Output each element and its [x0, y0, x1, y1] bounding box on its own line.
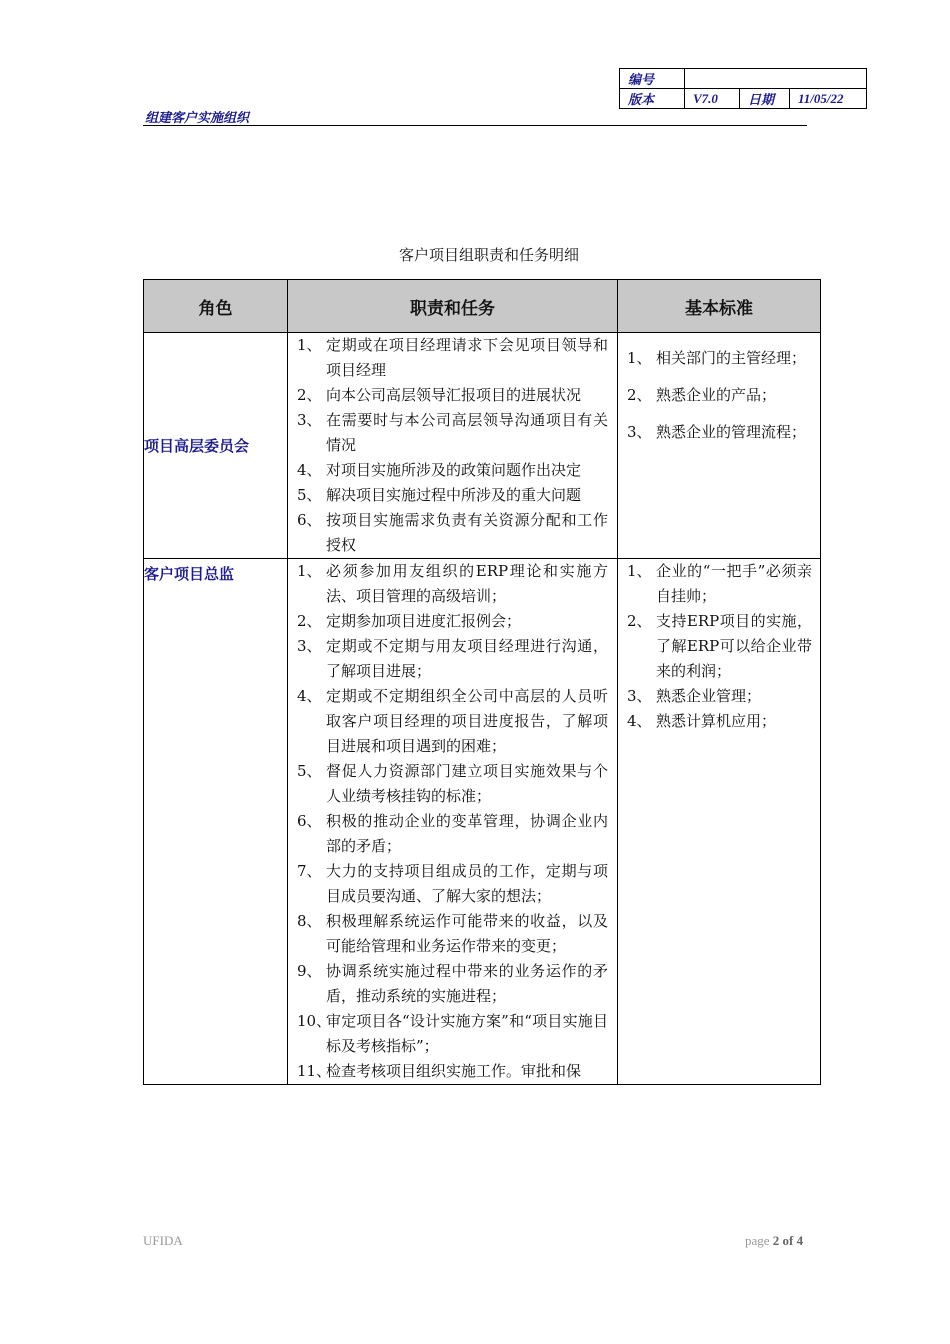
- item-text: 定期或在项目经理请求下会见项目领导和项目经理: [326, 336, 608, 379]
- item-number: 2、: [297, 612, 322, 630]
- table-header-row: [144, 280, 821, 333]
- header-divider: [143, 125, 807, 126]
- item-number: 2、: [627, 612, 652, 630]
- item-number: 9、: [297, 962, 322, 980]
- item-text: 在需要时与本公司高层领导沟通项目有关情况: [326, 411, 608, 454]
- duty-item: [288, 383, 617, 408]
- item-text: 审定项目各“设计实施方案”和“项目实施目标及考核指标”；: [326, 1012, 608, 1055]
- item-number: 1、: [627, 562, 652, 580]
- standard-item: [618, 684, 820, 709]
- item-text: 解决项目实施过程中所涉及的重大问题: [326, 486, 582, 504]
- item-text: 熟悉计算机应用；: [656, 712, 777, 730]
- item-number: 1、: [627, 349, 652, 367]
- duty-item: [288, 559, 617, 609]
- standard-item: [618, 709, 820, 734]
- standard-item: [618, 345, 820, 371]
- item-text: 企业的“一把手”必须亲自挂帅；: [656, 562, 812, 605]
- standards-list: [618, 345, 820, 445]
- item-number: 6、: [297, 511, 322, 529]
- footer-page-number: page 2 of 4: [745, 1233, 804, 1248]
- number-label: 编号: [620, 69, 685, 89]
- role-cell: 项目高层委员会: [144, 333, 288, 559]
- item-text: 定期或不定期与用友项目经理进行沟通，了解项目进展；: [326, 637, 608, 680]
- duty-item: [288, 634, 617, 684]
- item-text: 定期参加项目进度汇报例会；: [326, 612, 522, 630]
- item-text: 熟悉企业的产品；: [656, 386, 777, 404]
- item-text: 熟悉企业的管理流程；: [656, 423, 807, 441]
- item-number: 11、: [297, 1062, 332, 1080]
- item-number: 4、: [297, 687, 322, 705]
- item-text: 积极的推动企业的变革管理，协调企业内部的矛盾；: [326, 812, 608, 855]
- standard-item: [618, 609, 820, 684]
- item-number: 8、: [297, 912, 322, 930]
- item-number: 2、: [627, 386, 652, 404]
- duty-item: [288, 408, 617, 458]
- item-text: 相关部门的主管经理；: [656, 349, 807, 367]
- standard-item: [618, 382, 820, 408]
- header-duties: 职责和任务: [288, 280, 618, 333]
- table-row: [144, 559, 821, 1085]
- item-text: 必须参加用友组织的ERP理论和实施方法、项目管理的高级培训；: [326, 562, 608, 605]
- duty-item: [288, 483, 617, 508]
- number-value: [685, 69, 867, 89]
- version-value: V7.0: [685, 89, 740, 109]
- footer-company: UFIDA: [143, 1233, 183, 1248]
- item-text: 检查考核项目组织实施工作。审批和保: [326, 1062, 582, 1080]
- item-number: 5、: [297, 762, 322, 780]
- item-number: 3、: [297, 637, 322, 655]
- duty-item: [288, 959, 617, 1009]
- duty-item: [288, 609, 617, 634]
- item-number: 1、: [297, 336, 322, 354]
- item-text: 定期或不定期组织全公司中高层的人员听取客户项目经理的项目进度报告，了解项目进展和项目遇到的困难；: [326, 687, 608, 755]
- table-row: [144, 333, 821, 559]
- duties-list: [288, 333, 617, 558]
- standard-item: [618, 419, 820, 445]
- duty-item: [288, 684, 617, 759]
- standard-item: [618, 559, 820, 609]
- item-text: 协调系统实施过程中带来的业务运作的矛盾，推动系统的实施进程；: [326, 962, 608, 1005]
- item-text: 向本公司高层领导汇报项目的进展状况: [326, 386, 582, 404]
- item-number: 10、: [297, 1012, 332, 1030]
- item-number: 7、: [297, 862, 322, 880]
- duty-item: [288, 909, 617, 959]
- item-text: 按项目实施需求负责有关资源分配和工作授权: [326, 511, 608, 554]
- item-number: 5、: [297, 486, 322, 504]
- duty-item: [288, 1059, 617, 1084]
- role-cell: 客户项目总监: [144, 559, 288, 1085]
- item-text: 积极理解系统运作可能带来的收益，以及可能给管理和业务运作带来的变更；: [326, 912, 608, 955]
- standards-cell: [618, 559, 821, 1085]
- duties-cell: [288, 559, 618, 1085]
- version-label: 版本: [620, 89, 685, 109]
- doc-title: 组建客户实施组织: [145, 111, 250, 126]
- item-text: 熟悉企业管理；: [656, 687, 762, 705]
- duty-item: [288, 859, 617, 909]
- item-number: 4、: [627, 712, 652, 730]
- doc-meta-table: [619, 68, 867, 109]
- duty-item: [288, 1009, 617, 1059]
- duties-list: [288, 559, 617, 1084]
- header-role: 角色: [144, 280, 288, 333]
- item-text: 督促人力资源部门建立项目实施效果与个人业绩考核挂钩的标准；: [326, 762, 608, 805]
- item-text: 对项目实施所涉及的政策问题作出决定: [326, 461, 582, 479]
- item-number: 3、: [627, 423, 652, 441]
- item-text: 大力的支持项目组成员的工作，定期与项目成员要沟通、了解大家的想法；: [326, 862, 608, 905]
- item-number: 4、: [297, 461, 322, 479]
- item-number: 3、: [627, 687, 652, 705]
- responsibility-table: [143, 279, 821, 1085]
- standards-list: [618, 559, 820, 734]
- item-number: 6、: [297, 812, 322, 830]
- duty-item: [288, 333, 617, 383]
- item-number: 2、: [297, 386, 322, 404]
- duties-cell: [288, 333, 618, 559]
- duty-item: [288, 458, 617, 483]
- duty-item: [288, 809, 617, 859]
- duty-item: [288, 508, 617, 558]
- date-label: 日期: [740, 89, 790, 109]
- date-value: 11/05/22: [790, 89, 867, 109]
- duty-item: [288, 759, 617, 809]
- item-number: 1、: [297, 562, 322, 580]
- table-caption: 客户项目组职责和任务明细: [398, 246, 579, 264]
- item-text: 支持ERP项目的实施，了解ERP可以给企业带来的利润；: [656, 612, 812, 680]
- standards-cell: [618, 333, 821, 559]
- header-standards: 基本标准: [618, 280, 821, 333]
- item-number: 3、: [297, 411, 322, 429]
